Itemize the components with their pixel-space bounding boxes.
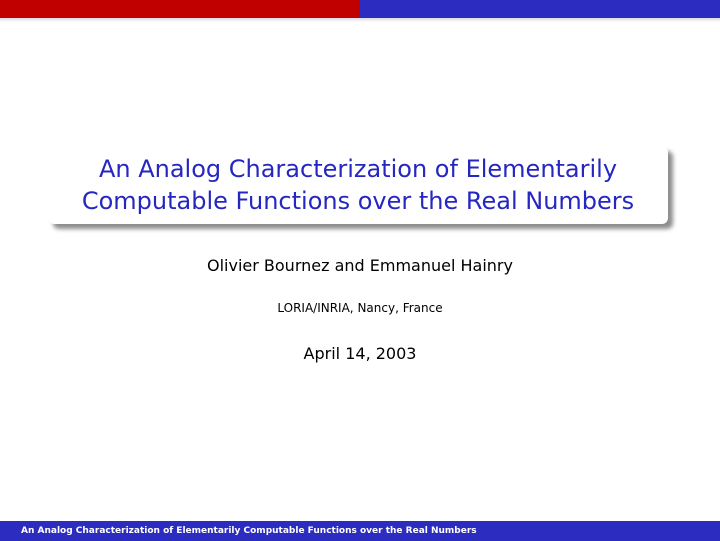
header-bar-left <box>0 0 360 18</box>
slide-title-line-1: An Analog Characterization of Elementarily <box>98 155 618 183</box>
presentation-date: April 14, 2003 <box>303 344 417 363</box>
header-shadow <box>0 18 720 22</box>
title-box <box>48 146 668 224</box>
footer-title: An Analog Characterization of Elementarily Computable Functions over the Real Numbers <box>21 526 477 536</box>
footer-bar <box>0 521 720 541</box>
institute: LORIA/INRIA, Nancy, France <box>277 301 443 315</box>
header-bar <box>0 0 720 18</box>
slide-title-line-2: Computable Functions over the Real Numbers <box>81 187 635 215</box>
header-bar-right <box>360 0 720 18</box>
author-names: Olivier Bournez and Emmanuel Hainry <box>207 256 513 275</box>
